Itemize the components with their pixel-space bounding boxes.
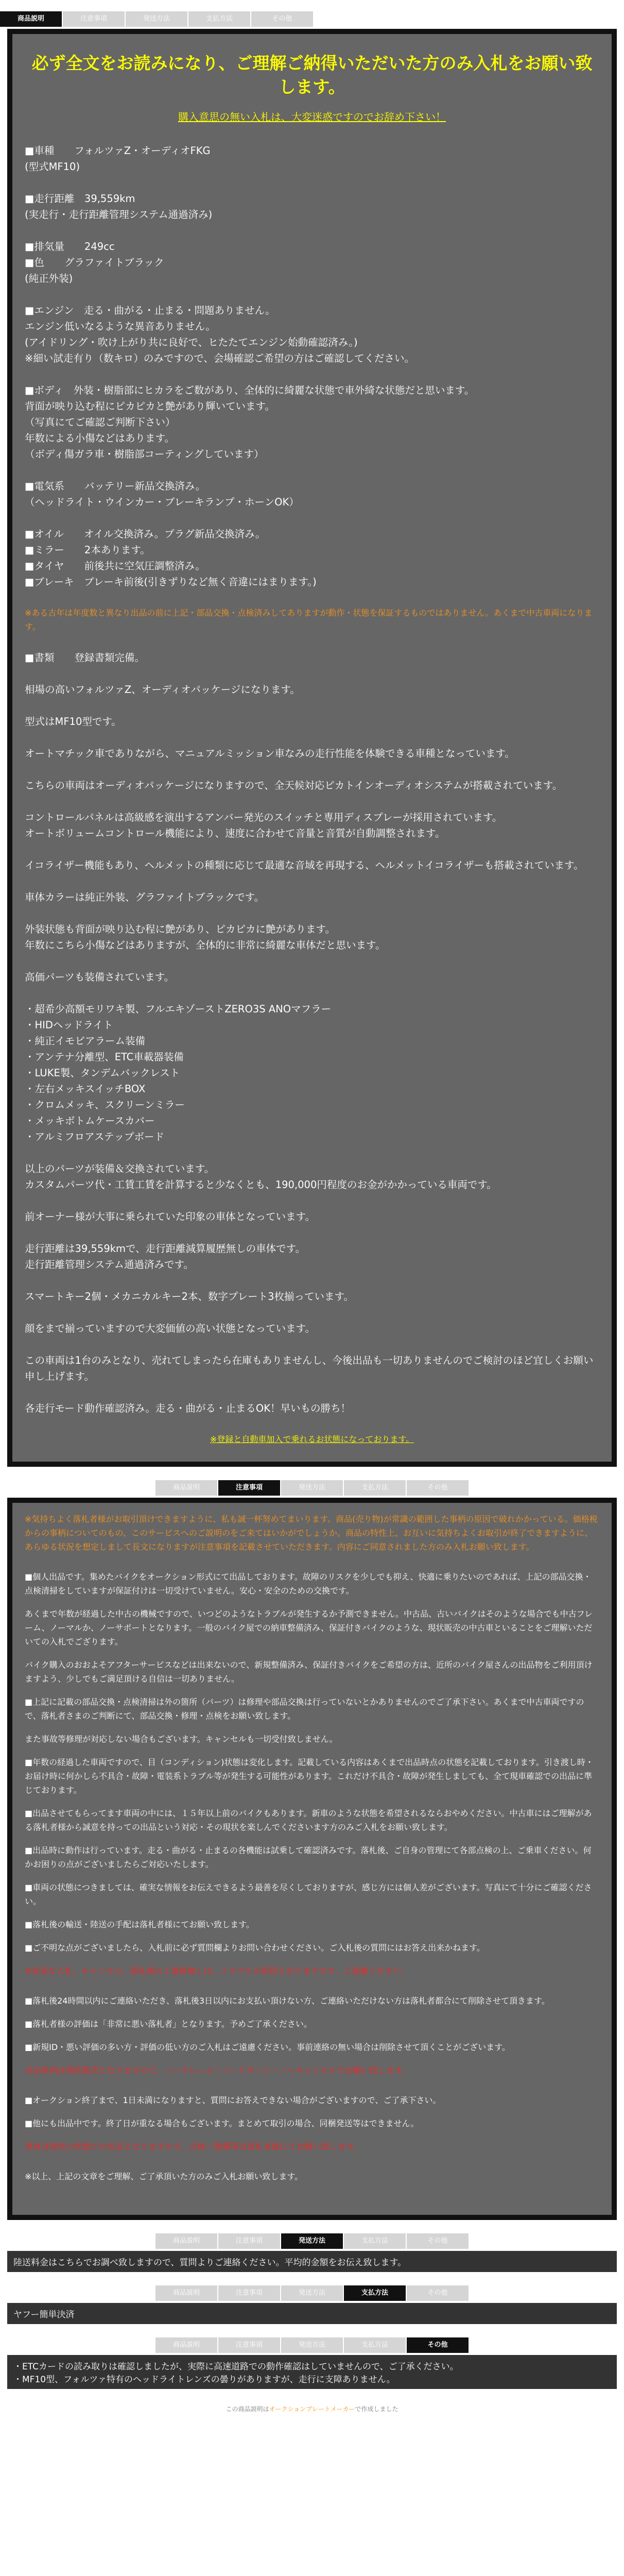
tab-bar-payment — [0, 2285, 624, 2303]
tab-bar-shipping — [0, 2233, 624, 2251]
spec-line: ■タイヤ 前後共に空気圧調整済み。 — [25, 560, 205, 572]
tab-shipping[interactable]: 発送方法 — [126, 11, 187, 27]
description-paragraph: イコライザー機能もあり、ヘルメットの種類に応じて最適な音域を再現する、ヘルメットイコライザーも搭載されています。 — [25, 859, 584, 871]
spec-line: ■エンジン 走る・曲がる・止まる・問題ありません。 — [25, 304, 275, 316]
note-line: バイク購入のおおよそアフターサービスなどは出来ないので、新規整備済み、保証付きバイクをご希望の方は、近所のバイク屋さんの出品物をご利用頂けますよう、少しでもご満足頂ける自信は一切ありません。 — [25, 1660, 593, 1684]
tab-description[interactable]: 商品説明 — [155, 1480, 217, 1496]
spec-line: (アイドリング・吹け上がり共に良好で、ヒたたてエンジン始動確認済み。) — [25, 336, 358, 348]
tab-description[interactable]: 商品説明 — [155, 2285, 217, 2301]
spec-line: (型式MF10) — [25, 161, 80, 173]
description-paragraph: 各走行モード動作確認済み。走る・曲がる・止まるOK！早いもの勝ち！ — [25, 1402, 351, 1414]
notes-intro: ※気持ちよく落札者様がお取引頂けできますように、私も誠一杯努めてまいります。商品(売り物)が常識の範囲した事柄の原因で破れかかっている。価格税からの事柄についてのもの、このサービスへのご説明のをご来てはいかがでしょうか。商品の特性上、お互いに気持ちよくお取引が終了できますように、あらゆる状況を想定しまして長文になりますが注意事項を記載させていただきます。内容にご同意されました方のみ入札お願い致します。 — [25, 1514, 598, 1552]
spec-line: 背面が映り込む程にピカピカと艶があり輝いています。 — [25, 400, 275, 412]
tab-payment[interactable]: 支払方法 — [344, 2233, 406, 2249]
description-paragraph: コントロールパネルは高級感を演出するアンバー発光のスイッチと専用ディスプレーが採用されています。 オートボリュームコントロール機能により、速度に合わせて音量と音質が自動調整されます。 — [25, 811, 502, 839]
description-footnote: ※登録と自動車加入で乗れるお状態になっております。 — [210, 1434, 414, 1444]
part-item: ・HIDヘッドライト — [25, 1019, 113, 1031]
description-paragraph: こちらの車両はオーディオパッケージになりますので、全天候対応ピカトインオーディオシステムが搭載されています。 — [25, 779, 563, 791]
tab-notes[interactable]: 注意事項 — [218, 2285, 280, 2301]
tab-description[interactable]: 商品説明 — [155, 2233, 217, 2249]
description-paragraph: 型式はMF10型です。 — [25, 716, 122, 727]
part-item: ・超希少高額モリワキ製、フルエキゾーストZERO3S ANOマフラー — [25, 1003, 332, 1015]
notes-list — [25, 1570, 599, 1955]
description-paragraph: ■書類 登録書類完備。 — [25, 652, 145, 664]
spec-line: (実走行・走行距離管理システム通過済み) — [25, 209, 213, 221]
footer-text-a: この商品説明は — [226, 2405, 269, 2413]
other-line: ・MF10型、フォルツァ特有のヘッドライトレンズの曇りがありますが、走行に支障ありません。 — [13, 2375, 395, 2385]
notes-body — [12, 1503, 612, 2215]
tab-payment[interactable]: 支払方法 — [188, 11, 250, 27]
description-paragraphs — [25, 650, 599, 985]
tab-bar-other — [0, 2337, 624, 2355]
note-line: あくまで年数が経過した中古の機械ですので、いつどのようなトラブルが発生するか予測できません。中古品、古いバイクはそのような場合でも中古フレーム、ノーマルか、ノーサポートとなります。一般のバイク屋での納車整備済み、保証付きバイクのような、現状販売の中古車といることをご理解いただいての入札でござります。 — [25, 1609, 593, 1647]
description-paragraph: 車体カラーは純正外装、グラファイトブラックです。 — [25, 891, 265, 903]
part-item: ・アルミフロアステップボード — [25, 1131, 165, 1143]
tab-payment[interactable]: 支払方法 — [344, 1480, 406, 1496]
spec-line: ※細い試走有り（数キロ）のみですので、会場確認ご希望の方はご確認してください。 — [25, 352, 414, 364]
spec-line: ■ブレーキ ブレーキ前後(引きずりなど無く音違にはまります。) — [25, 576, 317, 588]
tab-shipping[interactable]: 発送方法 — [281, 2233, 343, 2249]
notes-list-2 — [25, 1994, 599, 2054]
description-body — [12, 34, 612, 1462]
spec-line — [25, 223, 599, 239]
note-line: ■年数の経過した車両ですので、目（コンディション)状態は変化します。記載している内容はあくまで出品時点の状態を記載しております。引き渡し時・お届け時に何かしら不具合・故障・電装系トラブル等が発生する可能性があります。これだけ不具合・故障が発生しましても、全て現車確認での出品に準じております。 — [25, 1757, 594, 1795]
description-paragraph: 前オーナー様が大事に乗られていた印象の車体となっています。 — [25, 1211, 315, 1223]
tab-shipping[interactable]: 発送方法 — [281, 1480, 343, 1496]
tab-notes[interactable]: 注意事項 — [218, 2233, 280, 2249]
note-line: ■落札後24時間以内にご連絡いただき、落札後3日以内にお支払い頂けない方、ご連絡いただけない方は落札者都合にて削除させて頂きます。 — [25, 1996, 550, 2006]
tab-notes[interactable]: 注意事項 — [218, 1480, 280, 1496]
note-line: ■出品させてもらってます車両の中には、１５年以上前のバイクもあります。新車のような状態を希望されるならおやめください。中古車にはご理解がある落札者様から誠意を持っての出品という対応・その現状を楽しんでくださいます方のみご入札をお願い致します。 — [25, 1808, 592, 1832]
notes-panel — [7, 1498, 617, 2220]
notes-warning-2: 出品車両は現状販売となりますので、ノークレーム・ノーリターン・ノーキャンセルでお願い致します。 — [25, 2065, 410, 2075]
note-line: ■車両の状態につきましては、確実な情報をお伝えできるよう最善を尽くしておりますが、感じ方には個人差がございます。写真にて十分にご確認ください。 — [25, 1883, 592, 1906]
tab-shipping[interactable]: 発送方法 — [281, 2285, 343, 2301]
description-paragraph: 走行距離は39,559kmで、走行距離減算履歴無しの車体です。 走行距離管理システム通過済みです。 — [25, 1243, 306, 1270]
description-paragraph: 相場の高いフォルツァZ、オーディオパッケージになります。 — [25, 684, 300, 696]
note-line: ■ご不明な点がございましたら、入札前に必ず質問欄よりお問い合わせください。ご入札後の質問にはお答え出来かねます。 — [25, 1943, 485, 1953]
tab-description[interactable]: 商品説明 — [155, 2337, 217, 2353]
description-paragraph: 顔をまで揃っていますので大変価値の高い状態となっています。 — [25, 1323, 315, 1334]
spec-line: エンジン低いなるような異音ありません。 — [25, 320, 216, 332]
spec-line — [25, 510, 599, 526]
note-line: ■落札後の輸送・陸送の手配は落札者様にてお願い致します。 — [25, 1920, 254, 1929]
description-headline: 必ず全文をお読みになり、ご理解ご納得いただいた方のみ入札をお願い致します。 — [31, 53, 593, 97]
spec-line: ■車種 フォルツァZ・オーディオFKG — [25, 145, 211, 157]
tab-notes[interactable]: 注意事項 — [63, 11, 125, 27]
tab-other[interactable]: その他 — [407, 2285, 469, 2301]
payment-text: ヤフー簡単決済 — [7, 2303, 617, 2324]
notes-warning-3: 車体は現状の状態での出品となりますので、点検・整備等は落札者様にてお願い致します。 — [25, 2142, 362, 2151]
tab-notes[interactable]: 注意事項 — [218, 2337, 280, 2353]
part-item: ・左右メッキスイッチBOX — [25, 1083, 146, 1095]
warning-text: ※ある古年は年度数と異なり出品の前に上記・部品交換・点検済みしてありますが動作・状態を保証するものではありません。あくまで中古車両になります。 — [25, 608, 593, 632]
spec-line: (純正外装) — [25, 273, 73, 284]
spec-list — [25, 143, 599, 590]
spec-line: （写真にてご確認ご判断下さい） — [25, 416, 176, 428]
description-paragraph: スマートキー2個・メカニカルキー2本、数字プレート3枚揃っています。 — [25, 1291, 354, 1302]
other-line: ・ETCカードの読み取りは確認しましたが、実際に高速道路での動作確認はしていませんので、ご了承ください。 — [13, 2362, 459, 2372]
tab-other[interactable]: その他 — [251, 11, 313, 27]
tab-other[interactable]: その他 — [407, 2233, 469, 2249]
tab-shipping[interactable]: 発送方法 — [281, 2337, 343, 2353]
description-paragraphs-2 — [25, 1161, 599, 1416]
description-paragraph: 以上のパーツが装備＆交換されています。 カスタムパーツ代・工賃工賃を計算すると少なくとも、190,000円程度のお金がかかっている車両です。 — [25, 1163, 497, 1191]
tab-payment[interactable]: 支払方法 — [344, 2285, 406, 2301]
spec-line — [25, 366, 599, 382]
tab-other[interactable]: その他 — [407, 1480, 469, 1496]
part-item: ・クロムメッキ、スクリーンミラー — [25, 1099, 185, 1111]
spec-line: （ヘッドライト・ウインカー・ブレーキランプ・ホーンOK） — [25, 496, 299, 508]
note-line: ■出品時に動作は行っています。走る・曲がる・止まるの各機能は試乗して確認済みです。落札後、ご自身の管理にて各部点検の上、ご乗車ください。何かお困りの点がございましたらご対応いたします。 — [25, 1845, 592, 1869]
description-paragraph: 高価パーツも装備されています。 — [25, 971, 175, 983]
note-line: また事故等修理が対応しない場合もございます。キャンセルも一切受付致しません。 — [25, 1734, 338, 1744]
tab-description[interactable]: 商品説明 — [0, 11, 62, 27]
spec-line — [25, 286, 599, 302]
spec-line: ■ボディ 外装・樹脂部にヒカラをご数があり、全体的に綺麗な状態で車外綺な状態だと思います。 — [25, 384, 475, 396]
spec-line: ■電気系 バッテリー新品交換済み。 — [25, 480, 206, 492]
spec-line: ■ミラー 2本あります。 — [25, 544, 150, 556]
spec-line — [25, 175, 599, 191]
part-item: ・純正イモビアラーム装備 — [25, 1035, 146, 1047]
part-item: ・LUKE製、タンデムバックレスト — [25, 1067, 180, 1079]
note-line: ■上記に記載の部品交換・点検清掃は外の箇所（パーツ）は修理や部品交換は行っていないとかありませんのでご了承下さい。あくまで中古車両ですので、落札者さまのご判断にて、部品交換・修理・点検をお願い致します。 — [25, 1697, 584, 1721]
notes-list-3 — [25, 2093, 599, 2130]
footer-credit — [0, 2404, 624, 2413]
other-text — [7, 2355, 617, 2389]
footer-link[interactable]: オークションプレートメーカー — [269, 2405, 355, 2413]
notes-footnote: ※以上、上記の文章をご理解、ご了承頂いた方のみご入札お願い致します。 — [25, 2172, 303, 2181]
footer-text-b: で作成しました — [355, 2405, 398, 2413]
description-paragraph: 外装状態も背面が映り込む程に艶があり、ピカピカに艶があります。 年数にこちら小傷などはありますが、全体的に非常に綺麗な車体だと思います。 — [25, 923, 386, 951]
description-subhead: 購入意思の無い入札は、大変迷惑ですのでお辞め下さい！ — [178, 111, 446, 123]
notes-warning: ※安易な入札、キャンセル、落札後のご連絡無しは、トラブルの原因となりますので、ご遠慮ください。 — [25, 1966, 410, 1976]
tab-payment[interactable]: 支払方法 — [344, 2337, 406, 2353]
note-line: ■新規ID・悪い評価の多い方・評価の低い方のご入札はご遠慮ください。事前連絡の無い場合は削除させて頂くことがございます。 — [25, 2042, 510, 2052]
spec-line: ■オイル オイル交換済み。プラグ新品交換済み。 — [25, 528, 266, 540]
tab-bar-description — [0, 11, 624, 29]
spec-line: ■排気量 249cc — [25, 241, 115, 252]
note-line: ■個人出品です。集めたバイクをオークション形式にて出品しております。故障のリスクを少しでも抑え、快適に乗りたいのであれば、上記の部品交換・点検清掃をしていますが保証付けは一切受けていません。安心・安全のための交換です。 — [25, 1572, 592, 1596]
shipping-text: 陸送料金はこちらでお調べ致しますので、質問よりご連絡ください。平均的金額をお伝え致します。 — [7, 2251, 617, 2272]
description-paragraph: この車両は1台のみとなり、売れてしまったら在庫もありませんし、今後出品も一切ありませんのでご検討のほど宜しくお願い申し上げます。 — [25, 1354, 594, 1382]
note-line: ■オークション終了まで、1日未満になりますと、質問にお答えできない場合がございますので、ご了承下さい。 — [25, 2095, 441, 2105]
part-item: ・アンテナ分離型、ETC車載器装備 — [25, 1051, 184, 1063]
note-line: ■他にも出品中です。終了日が重なる場合もございます。まとめて取引の場合、同梱発送等はできません。 — [25, 2119, 419, 2128]
spec-line — [25, 462, 599, 478]
note-line: ■落札者様の評価は「非常に悪い落札者」となります。予めご了承ください。 — [25, 2019, 312, 2029]
spec-line: 年数による小傷などはあります。 — [25, 432, 175, 444]
spec-line: （ボディ傷ガラ車・樹脂部コーティングしています） — [25, 448, 264, 460]
tab-bar-notes — [0, 1480, 624, 1498]
description-paragraph: オートマチック車でありながら、マニュアルミッション車なみの走行性能を体験できる車種となっています。 — [25, 748, 515, 759]
tab-other[interactable]: その他 — [407, 2337, 469, 2353]
parts-list — [25, 1001, 599, 1145]
spec-line: ■走行距離 39,559km — [25, 193, 135, 205]
spec-line: ■色 グラファイトブラック — [25, 257, 164, 268]
description-panel — [7, 29, 617, 1467]
part-item: ・メッキボトムケースカバー — [25, 1115, 155, 1127]
